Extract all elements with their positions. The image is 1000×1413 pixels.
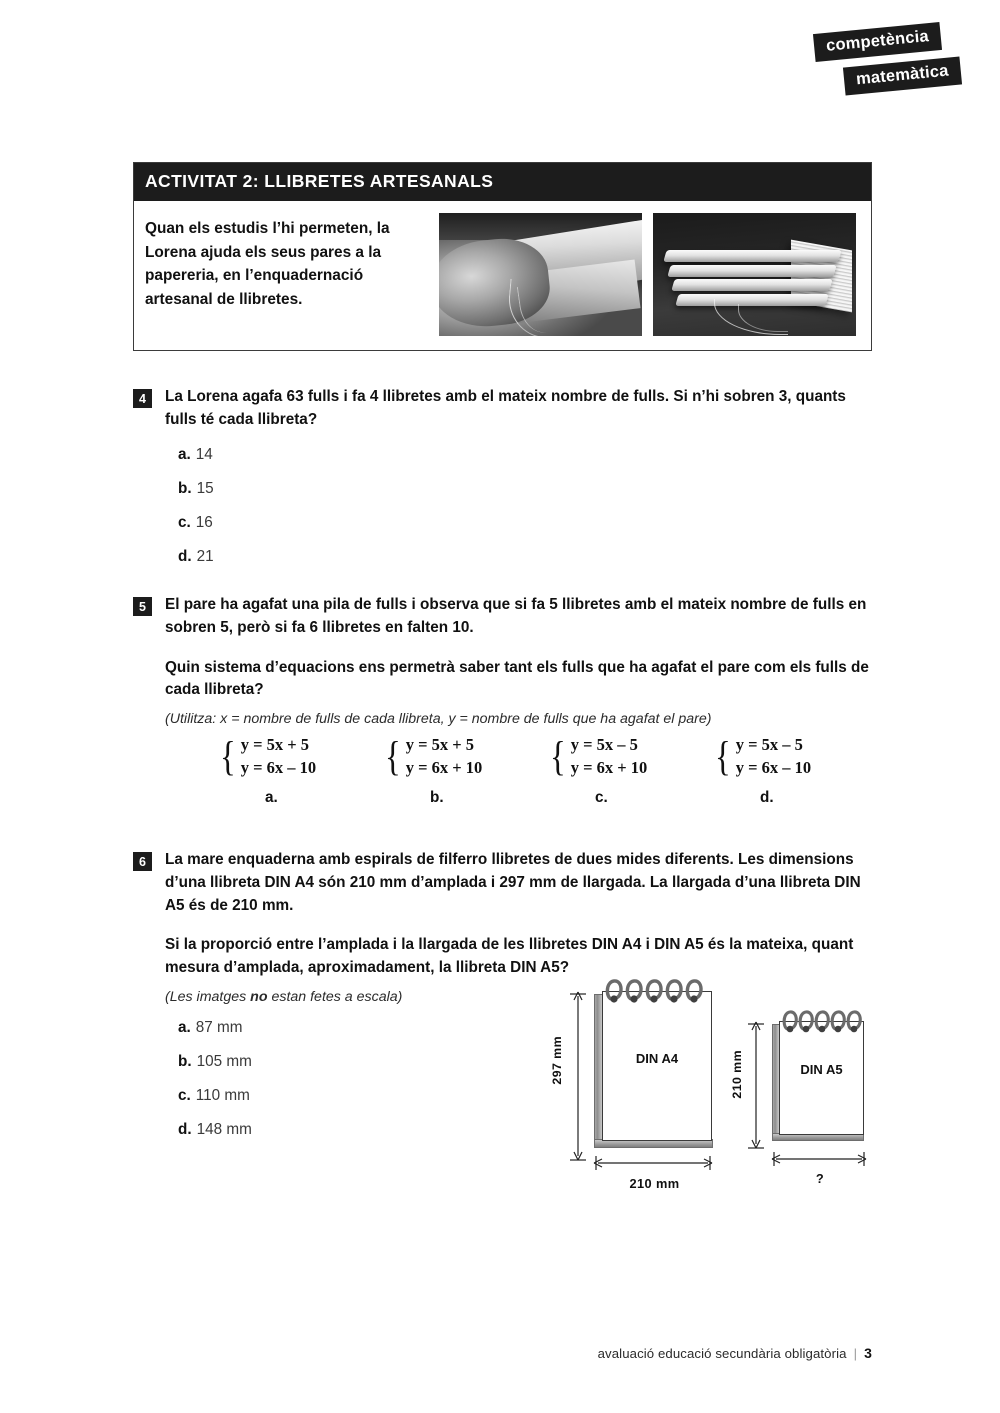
option-value: 87 mm: [195, 1018, 243, 1036]
a4-spiral-rings-icon: [604, 974, 716, 1010]
equation-lines: [571, 733, 648, 780]
question-5-option-b[interactable]: [383, 733, 548, 807]
activity-photos: [439, 213, 856, 336]
stacked-signatures-photo: [653, 213, 856, 336]
photo-signature: [668, 265, 838, 277]
a4-width-dimension-line: [592, 1154, 717, 1176]
option-label: d.: [760, 788, 774, 806]
equation-lines: [406, 733, 483, 780]
a4-width-label: 210 mm: [629, 1176, 680, 1191]
a4-height-dimension-line: [564, 990, 594, 1170]
activity-intro-text: Quan els estudis l’hi permeten, la Lorena ajuda els seus pares a la papereria, en l’enquadernació artesanal de llibretes.: [145, 220, 390, 308]
option-label: a.: [265, 788, 278, 806]
option-label: d.: [178, 1120, 192, 1138]
tag-competencia: competència: [813, 22, 942, 62]
equation-system: [548, 733, 713, 780]
question-5-text: El pare ha agafat una pila de fulls i observa que si fa 5 llibretes amb el mateix nombre de fulls en sobren 5, però si fa 6 llibretes en falten 10.: [165, 596, 867, 636]
question-6-subtext: Si la proporció entre l’amplada i la llargada de les llibretes DIN A4 i DIN A5 és la mateixa, quant mesura d’amplada, aproximadament, la llibreta DIN A5?: [165, 936, 854, 977]
option-value: 15: [196, 479, 214, 497]
photo-signature: [672, 279, 834, 291]
equation-line-2: y = 6x – 10: [240, 758, 317, 778]
question-6-number-badge: 6: [133, 852, 152, 871]
question-4-options: [178, 446, 878, 566]
question-5-number-badge: 5: [133, 597, 152, 616]
option-label: c.: [178, 513, 191, 531]
option-value: 148 mm: [196, 1120, 252, 1138]
option-value: 16: [195, 513, 213, 531]
equation-line-2: y = 6x + 10: [570, 758, 648, 778]
tag-matematica: matemàtica: [843, 56, 962, 95]
question-5-subtext: Quin sistema d’equacions ens permetrà saber tant els fulls que ha agafat el pare com els fulls de cada llibreta?: [165, 658, 869, 699]
notebook-diagrams: [548, 978, 888, 1208]
option-label: d.: [178, 547, 192, 565]
question-4-text: La Lorena agafa 63 fulls i fa 4 llibretes amb el mateix nombre de fulls. Si n’hi sobren 3, quants fulls té cada llibreta?: [165, 388, 846, 428]
note-suffix: estan fetes a escala): [267, 988, 403, 1005]
option-value: 105 mm: [196, 1052, 252, 1070]
question-4-option-c[interactable]: [178, 514, 878, 532]
option-value: 14: [195, 445, 213, 463]
option-value: 21: [196, 547, 214, 565]
photo-signature: [663, 250, 841, 262]
option-value: 110 mm: [195, 1086, 250, 1104]
a4-label: DIN A4: [635, 1051, 679, 1066]
hands-binding-notebook-photo: [439, 213, 642, 336]
note-emphasis: no: [250, 988, 268, 1005]
note-prefix: (Les imatges: [165, 988, 251, 1005]
a5-label: DIN A5: [800, 1062, 843, 1077]
option-label: c.: [595, 788, 608, 806]
left-brace-icon: {: [219, 732, 236, 779]
question-6-heading: [133, 849, 878, 917]
equation-system: [218, 733, 383, 780]
a4-height-label: 297 mm: [550, 1036, 564, 1085]
footer-text: avaluació educació secundària obligatòria: [597, 1346, 847, 1361]
equation-system: [383, 733, 548, 780]
question-4-heading: [133, 386, 878, 432]
question-5-equation-options: [218, 733, 878, 807]
a5-spiral-rings-icon: [781, 1005, 871, 1039]
question-5-option-c[interactable]: [548, 733, 713, 807]
option-label: b.: [178, 479, 192, 497]
left-brace-icon: {: [549, 732, 566, 779]
question-4-option-b[interactable]: [178, 480, 878, 498]
question-5: [133, 594, 878, 727]
equation-line-1: y = 5x + 5: [240, 735, 309, 754]
equation-lines: [241, 733, 316, 780]
a5-width-label: ?: [815, 1171, 825, 1186]
a5-width-dimension-line: [770, 1150, 870, 1172]
left-brace-icon: {: [714, 732, 731, 779]
a5-height-label: 210 mm: [730, 1050, 744, 1099]
left-brace-icon: {: [384, 732, 401, 779]
equation-line-1: y = 5x – 5: [735, 735, 803, 754]
option-label: a.: [178, 1018, 191, 1036]
a4-cover: [602, 991, 712, 1141]
question-5-heading: [133, 594, 878, 640]
din-a4-diagram: [548, 978, 723, 1203]
option-label: b.: [430, 788, 444, 806]
question-4-number-badge: 4: [133, 389, 152, 408]
question-5-option-d[interactable]: [713, 733, 878, 807]
equation-line-2: y = 6x + 10: [405, 758, 483, 778]
a5-height-dimension-line: [742, 1020, 772, 1160]
equation-lines: [736, 733, 811, 780]
din-a5-diagram: [732, 1010, 887, 1205]
equation-line-1: y = 5x + 5: [405, 735, 474, 754]
activity-title: ACTIVITAT 2: LLIBRETES ARTESANALS: [134, 163, 871, 201]
activity-box: [133, 162, 872, 351]
page-number: 3: [864, 1345, 872, 1361]
competence-corner-tags: [802, 22, 992, 102]
question-6-text: La mare enquaderna amb espirals de filferro llibretes de dues mides diferents. Les dimensions d’una llibreta DIN A4 són 210 mm d’amplada i 297 mm de llargada. La llargada d’una llibreta DIN A5 és de 210 mm.: [165, 851, 861, 914]
question-5-option-a[interactable]: [218, 733, 383, 807]
footer-separator: |: [853, 1346, 858, 1361]
page-footer: [598, 1345, 872, 1361]
question-4-option-a[interactable]: [178, 446, 878, 464]
question-4-option-d[interactable]: [178, 548, 878, 566]
question-4: [133, 386, 878, 582]
equation-line-1: y = 5x – 5: [570, 735, 638, 754]
question-5-note: (Utilitza: x = nombre de fulls de cada llibreta, y = nombre de fulls que ha agafat el pare): [165, 711, 712, 728]
equation-system: [713, 733, 878, 780]
option-label: b.: [178, 1052, 192, 1070]
option-label: a.: [178, 445, 191, 463]
activity-body: [134, 201, 871, 350]
option-label: c.: [178, 1086, 191, 1104]
equation-line-2: y = 6x – 10: [735, 758, 812, 778]
